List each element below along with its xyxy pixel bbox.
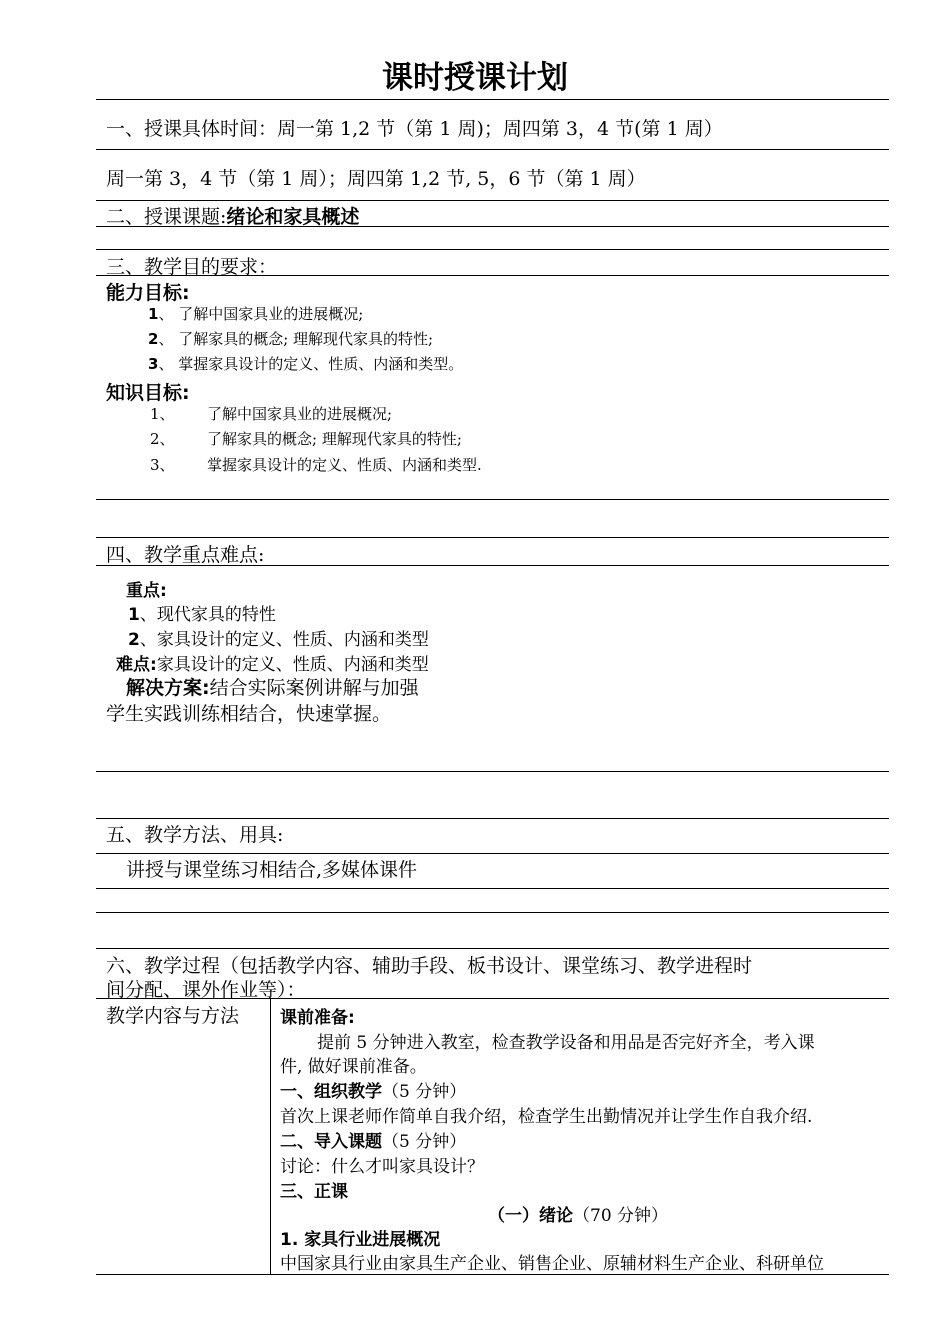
knowledge-item: 2、 bbox=[150, 430, 175, 448]
knowledge-item-text: 了解家具的概念; 理解现代家具的特性; bbox=[207, 430, 462, 448]
solution-row: 解决方案:结合实际案例讲解与加强 bbox=[126, 677, 419, 699]
prep-line-1: 提前 5 分钟进入教室，检查教学设备和用品是否完好齐全，考入课 bbox=[317, 1033, 815, 1053]
topic-row bbox=[106, 202, 359, 229]
keypoints-heading: 四、教学重点难点: bbox=[106, 544, 265, 566]
rule-line bbox=[96, 99, 889, 100]
knowledge-item: 3、 bbox=[150, 456, 175, 474]
rule-line bbox=[96, 249, 889, 250]
rule-line bbox=[96, 771, 889, 772]
methods-text: 讲授与课堂练习相结合,多媒体课件 bbox=[126, 859, 418, 881]
sub-text: 中国家具行业由家具生产企业、销售企业、原辅材料生产企业、科研单位 bbox=[280, 1254, 824, 1274]
topic-value: 绪论和家具概述 bbox=[226, 206, 360, 228]
ability-item: 2、 了解家具的概念; 理解现代家具的特性; bbox=[148, 330, 434, 348]
rule-line bbox=[96, 1274, 889, 1275]
knowledge-item: 1、 bbox=[150, 405, 175, 423]
knowledge-item-text: 掌握家具设计的定义、性质、内涵和类型. bbox=[207, 456, 482, 474]
rule-line bbox=[96, 888, 889, 889]
rule-line bbox=[96, 853, 889, 854]
methods-heading: 五、教学方法、用具: bbox=[106, 824, 284, 846]
focus-item: 2、家具设计的定义、性质、内涵和类型 bbox=[128, 630, 429, 650]
rule-line bbox=[96, 912, 889, 913]
time-line-1: 一、授课具体时间：周一第 1,2 节（第 1 周)；周四第 3，4 节(第 1 周） bbox=[106, 118, 723, 140]
rule-line bbox=[96, 537, 889, 538]
intro-row: 二、导入课题（5 分钟） bbox=[280, 1132, 467, 1152]
main-label: 三、正课 bbox=[280, 1182, 348, 1202]
page-title: 课时授课计划 bbox=[382, 60, 568, 96]
rule-line bbox=[96, 149, 889, 150]
time-line-2: 周一第 3，4 节（第 1 周）；周四第 1,2 节, 5，6 节（第 1 周） bbox=[106, 168, 646, 190]
process-left-label: 教学内容与方法 bbox=[106, 1005, 240, 1027]
org-row: 一、组织教学（5 分钟） bbox=[280, 1082, 467, 1102]
difficulty-row: 难点:家具设计的定义、性质、内涵和类型 bbox=[116, 655, 429, 675]
focus-item: 1、现代家具的特性 bbox=[128, 605, 276, 625]
ability-label: 能力目标: bbox=[106, 282, 190, 304]
rule-line bbox=[96, 499, 889, 500]
column-divider bbox=[270, 998, 271, 1274]
solution-line-2: 学生实践训练相结合，快速掌握。 bbox=[106, 703, 392, 725]
knowledge-label: 知识目标: bbox=[106, 382, 190, 404]
rule-line bbox=[96, 948, 889, 949]
objectives-heading: 三、教学目的要求： bbox=[106, 256, 278, 278]
focus-label: 重点: bbox=[126, 581, 167, 601]
sub-label: 1. 家具行业进展概况 bbox=[280, 1230, 441, 1250]
prep-line-2: 件, 做好课前准备。 bbox=[280, 1057, 427, 1077]
section-row: （一）绪论（70 分钟） bbox=[488, 1206, 669, 1226]
intro-text: 讨论：什么才叫家具设计？ bbox=[280, 1157, 484, 1177]
process-heading-2: 间分配、课外作业等）： bbox=[106, 979, 306, 1001]
ability-item: 3、 掌握家具设计的定义、性质、内涵和类型。 bbox=[148, 355, 464, 373]
ability-item: 1、 了解中国家具业的进展概况; bbox=[148, 305, 364, 323]
process-heading-1: 六、教学过程（包括教学内容、辅助手段、板书设计、课堂练习、教学进程时 bbox=[106, 955, 753, 977]
rule-line bbox=[96, 200, 889, 201]
knowledge-item-text: 了解中国家具业的进展概况; bbox=[207, 405, 393, 423]
prep-label: 课前准备: bbox=[280, 1008, 355, 1028]
topic-label: 二、授课课题: bbox=[106, 206, 227, 228]
org-text: 首次上课老师作简单自我介绍，检查学生出勤情况并让学生作自我介绍. bbox=[280, 1107, 813, 1127]
rule-line bbox=[96, 818, 889, 819]
